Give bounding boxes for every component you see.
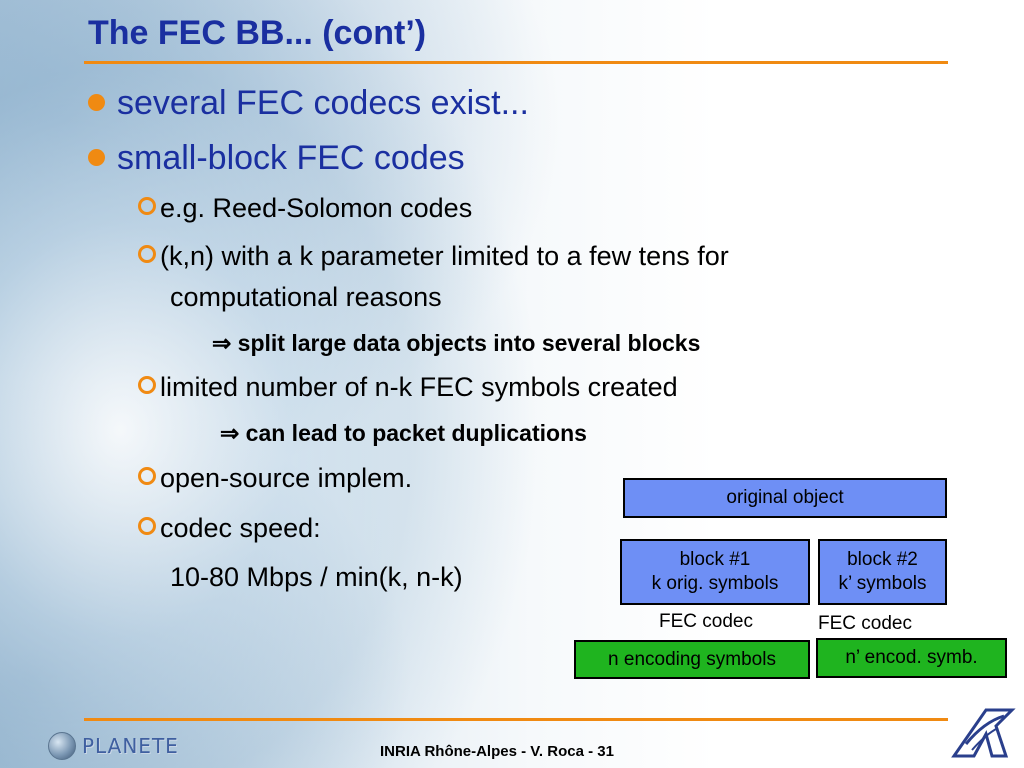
bullet-dot-icon	[88, 149, 105, 166]
inria-logo-icon	[946, 704, 1016, 764]
bullet-codecs-exist	[88, 84, 529, 123]
sub-bullet-reed-solomon	[138, 193, 472, 224]
planete-logo	[48, 732, 179, 760]
encoding-symbols-label-2: n’ encod. symb.	[845, 647, 978, 669]
bullet-ring-icon	[138, 376, 156, 394]
implication-duplication: ⇒ can lead to packet duplications	[220, 420, 587, 446]
bullet-text: several FEC codecs exist...	[117, 84, 529, 122]
globe-icon	[48, 732, 76, 760]
planete-logo-text: PLANETE	[82, 734, 179, 758]
block-2-box	[818, 539, 947, 605]
sub-bullet-kn	[138, 241, 729, 272]
sub-bullet-text: e.g. Reed-Solomon codes	[160, 193, 473, 223]
sub-bullet-limited	[138, 372, 678, 403]
bullet-small-block	[88, 139, 465, 178]
title-divider	[84, 61, 948, 64]
block-1-box	[620, 539, 810, 605]
bullet-ring-icon	[138, 245, 156, 263]
block-2-title: block #2	[847, 549, 918, 571]
codec-speed-value: 10-80 Mbps / min(k, n-k)	[170, 562, 463, 592]
slide-footer: INRIA Rhône-Alpes - V. Roca - 31	[380, 743, 614, 760]
bullet-dot-icon	[88, 94, 105, 111]
bullet-text: small-block FEC codes	[117, 139, 465, 177]
block-2-symbols: k’ symbols	[838, 573, 927, 594]
fec-codec-label-2: FEC codec	[818, 613, 912, 634]
bullet-ring-icon	[138, 517, 156, 535]
encoding-symbols-box-2	[816, 638, 1007, 678]
sub-bullet-codec-speed	[138, 513, 321, 544]
implication-split: ⇒ split large data objects into several blocks	[212, 330, 701, 356]
original-object-box	[623, 478, 947, 518]
sub-bullet-text: codec speed:	[160, 513, 321, 543]
sub-bullet-text: open-source implem.	[160, 463, 413, 493]
sub-bullet-kn-continuation: computational reasons	[170, 282, 442, 312]
encoding-symbols-label-1: n encoding symbols	[608, 648, 776, 670]
block-1-title: block #1	[679, 549, 751, 571]
sub-bullet-text: limited number of n-k FEC symbols created	[160, 372, 678, 402]
bullet-ring-icon	[138, 467, 156, 485]
fec-codec-label-1: FEC codec	[659, 611, 753, 632]
slide-title: The FEC BB... (cont’)	[88, 14, 427, 52]
block-1-symbols: k orig. symbols	[651, 573, 779, 594]
bullet-ring-icon	[138, 197, 156, 215]
original-object-label: original object	[726, 487, 844, 509]
sub-bullet-text: (k,n) with a k parameter limited to a few tens for	[160, 241, 729, 271]
sub-bullet-open-source	[138, 463, 412, 494]
footer-divider	[84, 718, 948, 721]
encoding-symbols-box-1	[574, 640, 810, 679]
